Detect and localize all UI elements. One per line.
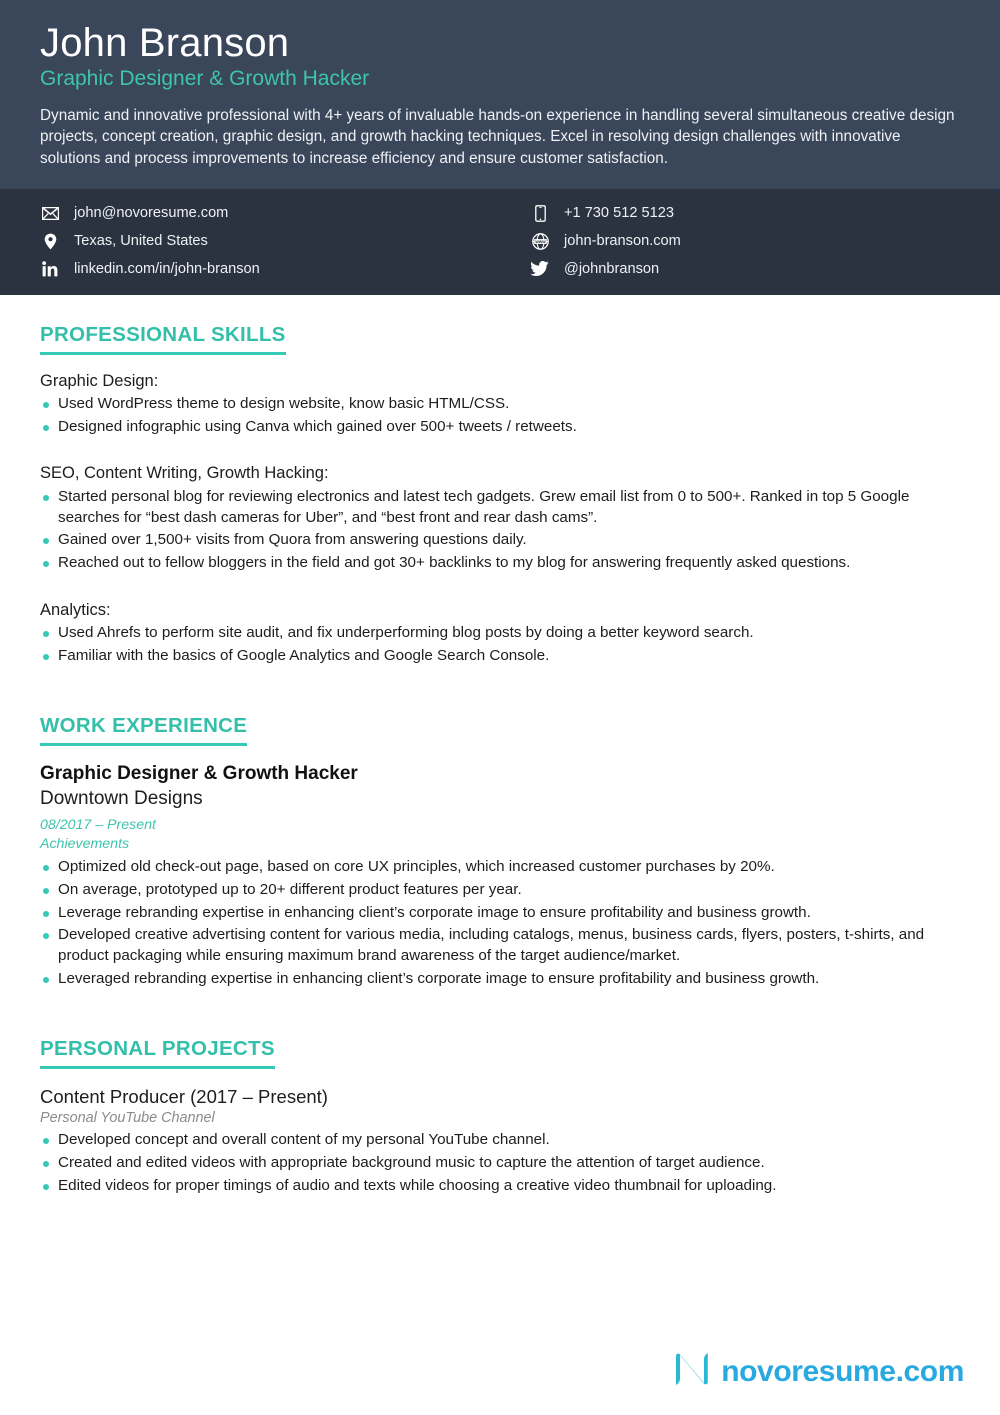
headline-subtitle: Graphic Designer & Growth Hacker: [40, 67, 370, 91]
contact-value-phone: +1 730 512 5123: [564, 205, 674, 222]
linkedin-icon: [40, 261, 60, 277]
project-entry: [40, 1085, 960, 1196]
job-company: Downtown Designs: [40, 787, 203, 809]
website-icon: [530, 233, 550, 250]
skill-group-analytics: [40, 600, 960, 667]
location-pin-icon: [40, 233, 60, 250]
job-achievements-label: Achievements: [40, 836, 130, 853]
section-professional-skills: [40, 323, 960, 667]
list-item: Edited videos for proper timings of audio and texts while choosing a creative video thumbnail for uploading.: [40, 1176, 960, 1197]
page-title: John Branson: [40, 21, 290, 65]
list-item: Leveraged rebranding expertise in enhancing client’s corporate image to ensure profitability and business growth.: [40, 969, 960, 990]
contact-item-linkedin[interactable]: [40, 261, 530, 277]
contact-item-phone[interactable]: [530, 205, 960, 222]
footer-branding[interactable]: [673, 1350, 964, 1393]
section-personal-projects: [40, 1037, 960, 1196]
twitter-icon: [530, 261, 550, 276]
section-title-personal-projects: PERSONAL PROJECTS: [40, 1037, 275, 1069]
contact-value-linkedin: linkedin.com/in/john-branson: [74, 260, 260, 277]
svg-text:www: www: [534, 238, 546, 244]
contact-item-location[interactable]: [40, 233, 530, 250]
list-item: Started personal blog for reviewing electronics and latest tech gadgets. Grew email list from 0 to 500+. Ranked in top 5 Google searches for “best dash cameras for Uber”, and “best front and rear dash cams”.: [40, 487, 960, 528]
list-item: On average, prototyped up to 20+ different product features per year.: [40, 880, 960, 901]
list-item: Developed creative advertising content for various media, including catalogs, menus, business cards, flyers, posters, t-shirts, and product packaging while ensuring maximum brand awareness of the target audience/market.: [40, 925, 960, 966]
job-achievements-list: [40, 857, 960, 989]
list-item: Designed infographic using Canva which gained over 500+ tweets / retweets.: [40, 417, 960, 438]
skill-group-graphic-design: [40, 371, 960, 438]
footer-brand-text: novoresume.com: [721, 1354, 964, 1388]
resume-body: [0, 295, 1000, 1196]
contact-value-website: john-branson.com: [564, 233, 681, 250]
skill-group-label: SEO, Content Writing, Growth Hacking:: [40, 464, 329, 483]
contact-item-twitter[interactable]: [530, 261, 960, 277]
skill-group-list: [40, 394, 960, 437]
skill-group-seo-content-growth: [40, 463, 960, 573]
list-item: Used WordPress theme to design website, know basic HTML/CSS.: [40, 394, 960, 415]
email-icon: [40, 207, 60, 220]
skill-group-list: [40, 623, 960, 666]
list-item: Created and edited videos with appropriate background music to capture the attention of target audience.: [40, 1153, 960, 1174]
list-item: Reached out to fellow bloggers in the field and got 30+ backlinks to my blog for answering frequently asked questions.: [40, 553, 960, 574]
experience-entry: [40, 762, 960, 989]
list-item: Used Ahrefs to perform site audit, and fix underperforming blog posts by doing a better keyword search.: [40, 623, 960, 644]
contact-bar: [0, 189, 1000, 295]
contact-item-website[interactable]: [530, 233, 960, 250]
novoresume-n-logo-icon: [673, 1350, 711, 1393]
job-dates: 08/2017 – Present: [40, 817, 156, 834]
list-item: Gained over 1,500+ visits from Quora from answering questions daily.: [40, 530, 960, 551]
job-title: Graphic Designer & Growth Hacker: [40, 763, 358, 785]
phone-icon: [530, 205, 550, 222]
contact-value-email: john@novoresume.com: [74, 205, 229, 222]
project-subtitle: Personal YouTube Channel: [40, 1110, 215, 1127]
skill-group-label: Graphic Design:: [40, 371, 159, 390]
list-item: Optimized old check-out page, based on core UX principles, which increased customer purchases by 20%.: [40, 857, 960, 878]
header-banner: [0, 0, 1000, 189]
project-title: Content Producer (2017 – Present): [40, 1086, 328, 1108]
contact-item-email[interactable]: [40, 205, 530, 222]
contact-value-twitter: @johnbranson: [564, 260, 660, 277]
project-bullets-list: [40, 1130, 960, 1196]
section-title-work-experience: WORK EXPERIENCE: [40, 714, 247, 746]
skill-group-list: [40, 487, 960, 574]
list-item: Developed concept and overall content of my personal YouTube channel.: [40, 1130, 960, 1151]
list-item: Leverage rebranding expertise in enhancing client’s corporate image to ensure profitability and business growth.: [40, 903, 960, 924]
list-item: Familiar with the basics of Google Analytics and Google Search Console.: [40, 646, 960, 667]
section-title-professional-skills: PROFESSIONAL SKILLS: [40, 323, 286, 355]
contact-value-location: Texas, United States: [74, 233, 208, 250]
profile-summary: Dynamic and innovative professional with 4+ years of invaluable hands-on experience in handling several simultaneous creative design projects, concept creation, graphic design, and growth hacking techniques. Excel in resolving design challenges with innovative solutions and process improvements to increase efficiency and ensure customer satisfaction.: [40, 107, 955, 167]
skill-group-label: Analytics:: [40, 600, 111, 619]
section-work-experience: [40, 714, 960, 989]
